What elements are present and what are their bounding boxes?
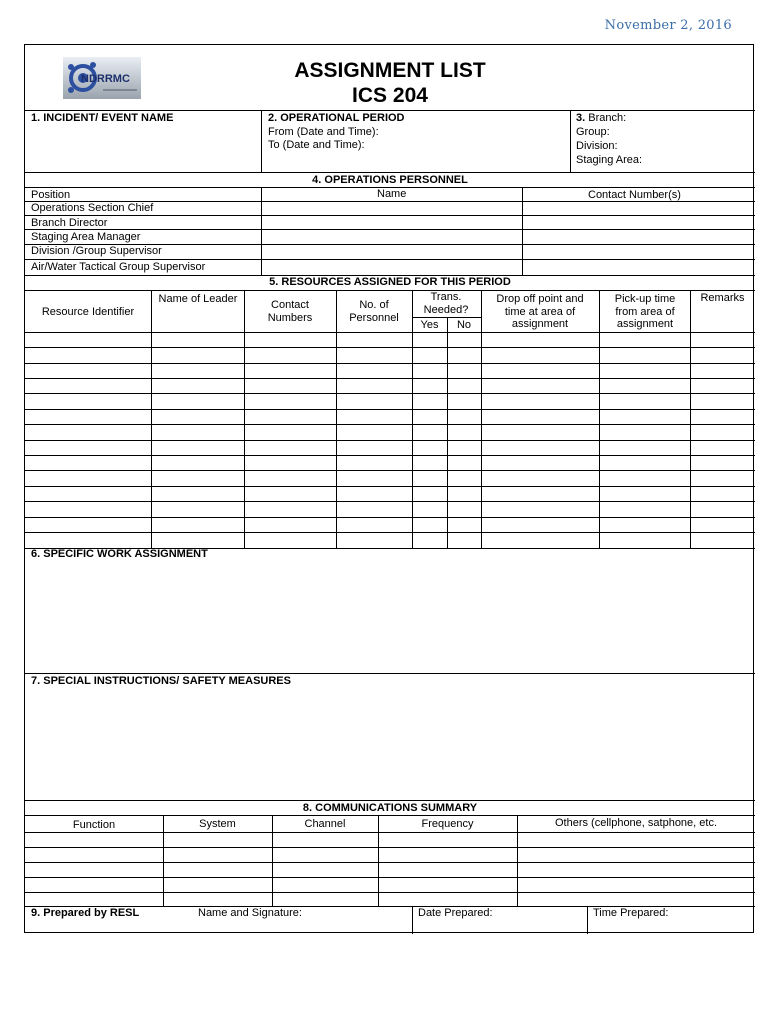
branch-text: Branch: [585, 112, 627, 124]
form-title: ASSIGNMENT LIST [294, 59, 486, 82]
system-col-header: System [199, 818, 236, 830]
leader-name-col-header: Name of Leader [158, 293, 238, 305]
personnel-row: Branch Director [31, 217, 108, 229]
resources-assigned-heading: 5. RESOURCES ASSIGNED FOR THIS PERIOD [269, 276, 511, 288]
trans-needed-col-header: Trans. Needed? [423, 291, 469, 316]
from-date-label: From (Date and Time): [268, 126, 379, 138]
time-prepared-label: Time Prepared: [593, 907, 669, 919]
position-col-header: Position [31, 189, 71, 201]
to-date-label: To (Date and Time): [268, 139, 365, 151]
channel-col-header: Channel [304, 818, 346, 830]
assignment-list-form [24, 44, 754, 933]
operational-period-label: 2. OPERATIONAL PERIOD [268, 112, 405, 124]
branch-label [576, 112, 626, 124]
ndrrmc-logo [63, 57, 141, 99]
personnel-row: Division /Group Supervisor [31, 245, 162, 257]
staging-area-label: Staging Area: [576, 154, 643, 166]
name-col-header: Name [377, 188, 407, 200]
contact-numbers-col-header: Contact Numbers [267, 299, 313, 324]
name-signature-label: Name and Signature: [198, 907, 302, 919]
contact-numbers-col-header: Contact Number(s) [588, 189, 681, 201]
logo-graphic [63, 57, 141, 99]
resource-identifier-col-header: Resource Identifier [41, 306, 135, 318]
logo-text: NDRRMC [81, 73, 130, 85]
function-col-header: Function [72, 819, 116, 831]
prepared-by-label: 9. Prepared by RESL [31, 907, 140, 919]
section3-number: 3. [576, 112, 586, 124]
special-instructions-label: 7. SPECIAL INSTRUCTIONS/ SAFETY MEASURES [31, 675, 291, 687]
trans-yes-col-header: Yes [420, 319, 439, 331]
group-label: Group: [576, 126, 610, 138]
document-date: November 2, 2016 [604, 18, 732, 33]
personnel-row: Air/Water Tactical Group Supervisor [31, 261, 206, 273]
trans-no-col-header: No [456, 319, 472, 331]
incident-event-name-label: 1. INCIDENT/ EVENT NAME [31, 112, 174, 124]
dropoff-col-header: Drop off point and time at area of assignment [496, 293, 584, 330]
specific-work-assignment-label: 6. SPECIFIC WORK ASSIGNMENT [31, 548, 208, 560]
personnel-count-col-header: No. of Personnel [349, 299, 399, 324]
personnel-row: Staging Area Manager [31, 231, 141, 243]
communications-summary-heading: 8. COMMUNICATIONS SUMMARY [302, 802, 478, 814]
operations-personnel-heading: 4. OPERATIONS PERSONNEL [312, 174, 468, 186]
division-label: Division: [576, 140, 618, 152]
form-code: ICS 204 [352, 84, 428, 107]
date-prepared-label: Date Prepared: [418, 907, 493, 919]
personnel-row: Operations Section Chief [31, 202, 154, 214]
pickup-col-header: Pick-up time from area of assignment [614, 293, 676, 330]
others-col-header: Others (cellphone, satphone, etc. [554, 817, 718, 829]
remarks-col-header: Remarks [700, 292, 745, 304]
frequency-col-header: Frequency [421, 818, 474, 830]
